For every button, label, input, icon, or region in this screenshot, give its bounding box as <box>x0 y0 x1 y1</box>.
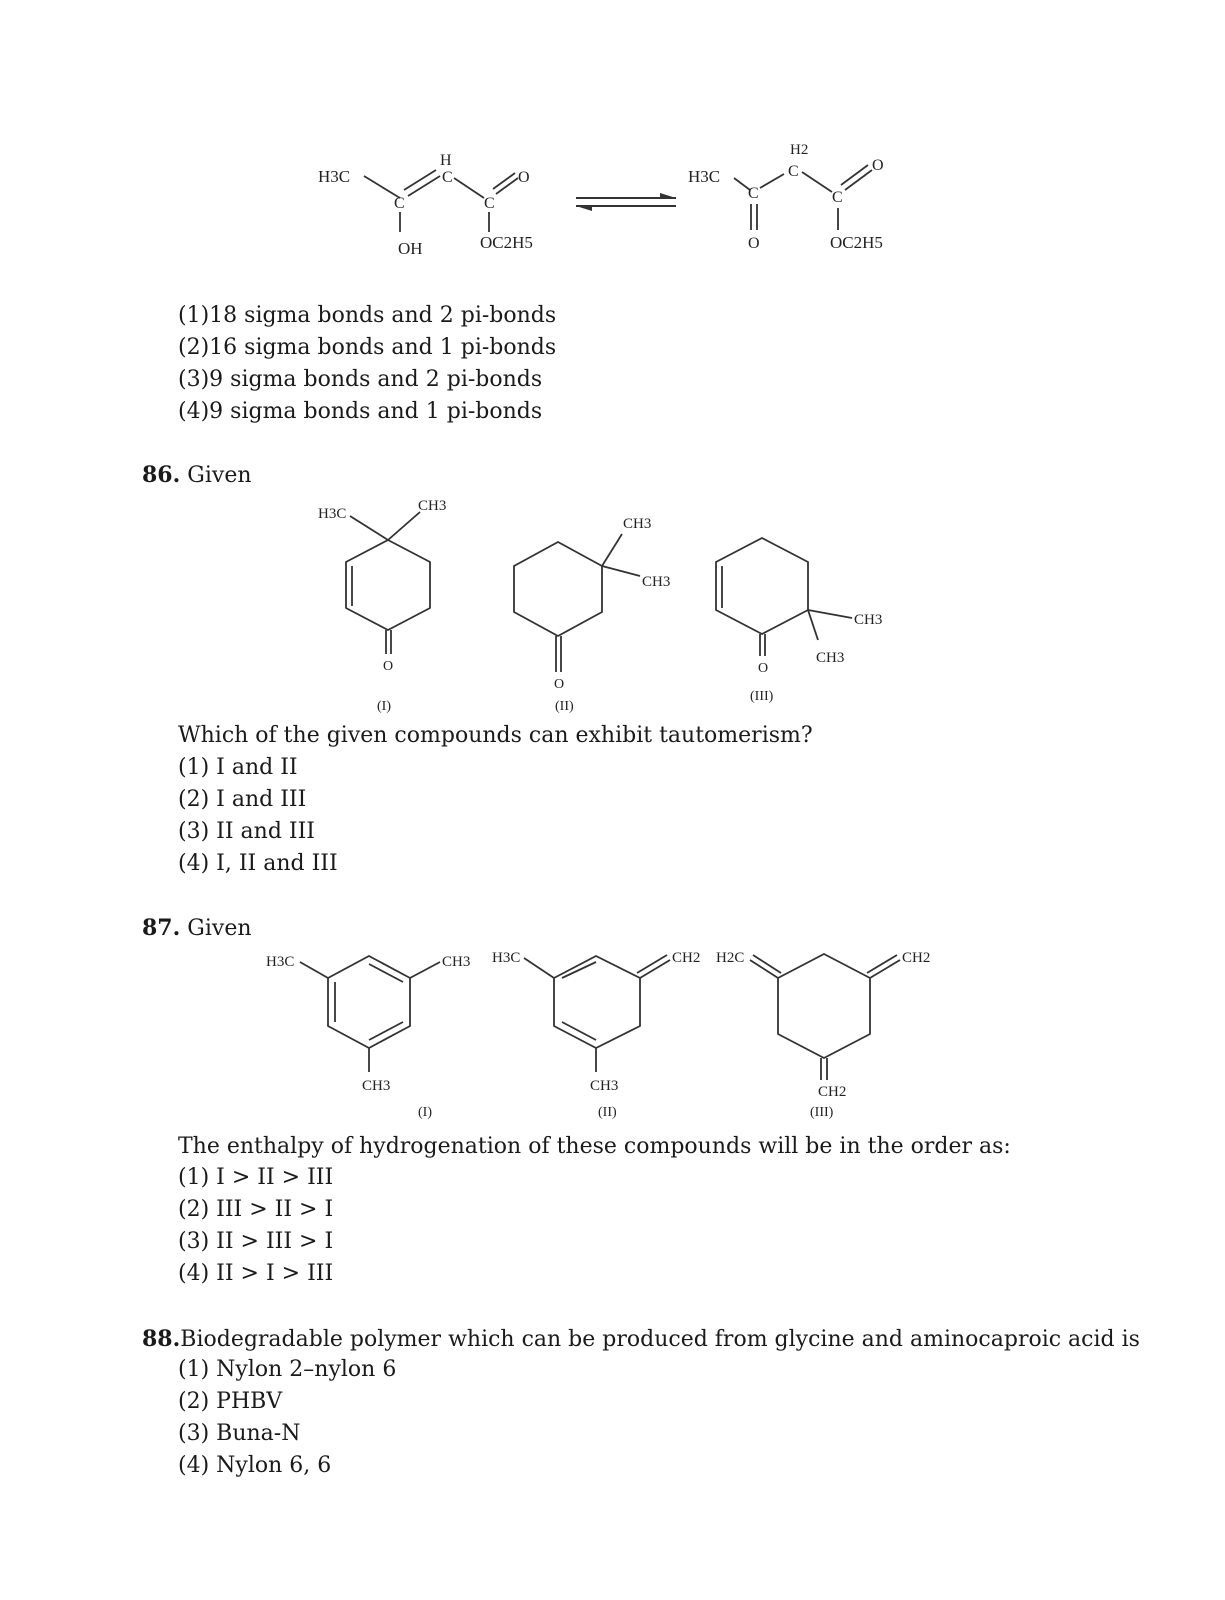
q86-label-i: (I) <box>377 699 391 714</box>
q85-option-3[interactable]: (3)9 sigma bonds and 2 pi-bonds <box>178 367 543 392</box>
q87-compound-3 <box>716 950 930 1120</box>
q87-option-2[interactable]: (2) III > II > I <box>178 1197 334 1222</box>
q87-compound-1 <box>266 954 470 1120</box>
svg-text:CH3: CH3 <box>642 574 671 590</box>
svg-text:C: C <box>394 195 405 212</box>
q87-heading <box>142 915 252 941</box>
svg-text:O: O <box>383 659 394 674</box>
q85-option-2[interactable]: (2)16 sigma bonds and 1 pi-bonds <box>178 335 557 360</box>
svg-text:O: O <box>872 157 884 174</box>
svg-text:CH2: CH2 <box>672 950 701 966</box>
q87-label-i: (I) <box>418 1105 432 1120</box>
svg-text:H: H <box>440 152 452 169</box>
svg-text:O: O <box>518 169 530 186</box>
svg-text:C: C <box>748 185 759 202</box>
q87-lead: Given <box>187 916 252 941</box>
svg-text:H3C: H3C <box>318 506 347 522</box>
svg-text:CH3: CH3 <box>590 1078 619 1094</box>
svg-text:C: C <box>484 195 495 212</box>
q86-lead: Given <box>187 463 252 488</box>
q86-option-2[interactable]: (2) I and III <box>178 787 307 812</box>
svg-text:H3C: H3C <box>492 950 521 966</box>
q86-heading <box>142 462 252 488</box>
q88-heading <box>142 1326 1140 1352</box>
q85-equilibrium-diagram <box>0 130 1225 280</box>
equilibrium-arrow-icon <box>576 193 676 211</box>
enol-oc2h5-label: OC2H5 <box>480 233 533 252</box>
q86-question: Which of the given compounds can exhibit tautomerism? <box>178 723 813 748</box>
q88-option-4[interactable]: (4) Nylon 6, 6 <box>178 1453 332 1478</box>
keto-oc2h5-label: OC2H5 <box>830 233 883 252</box>
svg-text:CH3: CH3 <box>854 612 883 628</box>
enol-structure <box>318 152 533 258</box>
q86-option-4[interactable]: (4) I, II and III <box>178 851 338 876</box>
svg-text:O: O <box>758 661 769 676</box>
svg-text:CH3: CH3 <box>816 650 845 666</box>
q87-label-ii: (II) <box>598 1105 617 1120</box>
q87-option-1[interactable]: (1) I > II > III <box>178 1165 334 1190</box>
q87-option-3[interactable]: (3) II > III > I <box>178 1229 334 1254</box>
q87-compound-2 <box>492 950 700 1120</box>
q86-label-ii: (II) <box>555 699 574 714</box>
enol-oh-label: OH <box>398 239 423 258</box>
q86-label-iii: (III) <box>750 689 774 704</box>
q88-number: 88. <box>142 1326 181 1352</box>
q88-options <box>178 1354 396 1482</box>
q86-structures-diagram <box>0 490 1225 720</box>
q87-label-iii: (III) <box>810 1105 834 1120</box>
q87-question: The enthalpy of hydrogenation of these compounds will be in the order as: <box>178 1134 1011 1159</box>
svg-text:H3C: H3C <box>266 954 295 970</box>
q87-number: 87. <box>142 915 181 941</box>
svg-text:C: C <box>442 169 453 186</box>
q87-option-4[interactable]: (4) II > I > III <box>178 1261 334 1286</box>
q85-options <box>178 300 556 428</box>
q88-option-1[interactable]: (1) Nylon 2–nylon 6 <box>178 1357 397 1382</box>
q86-option-3[interactable]: (3) II and III <box>178 819 315 844</box>
svg-text:CH2: CH2 <box>818 1084 847 1100</box>
svg-text:O: O <box>748 235 760 252</box>
q87-structures-diagram <box>0 940 1225 1130</box>
q85-option-1[interactable]: (1)18 sigma bonds and 2 pi-bonds <box>178 303 557 328</box>
q88-option-2[interactable]: (2) PHBV <box>178 1389 283 1414</box>
svg-text:C: C <box>832 189 843 206</box>
keto-structure <box>688 142 884 252</box>
q87-options <box>178 1162 333 1290</box>
q88-option-3[interactable]: (3) Buna-N <box>178 1421 301 1446</box>
keto-h2-label: H2 <box>790 142 809 158</box>
svg-text:CH3: CH3 <box>623 516 652 532</box>
q86-options <box>178 752 338 880</box>
svg-text:CH3: CH3 <box>418 498 447 514</box>
q86-compound-1 <box>318 498 446 714</box>
svg-text:O: O <box>554 677 565 692</box>
svg-text:C: C <box>788 163 799 180</box>
q86-number: 86. <box>142 462 181 488</box>
q88-question: Biodegradable polymer which can be produced from glycine and aminocaproic acid is <box>180 1327 1140 1352</box>
enol-h3c-label: H3C <box>318 167 351 186</box>
q86-option-1[interactable]: (1) I and II <box>178 755 298 780</box>
svg-text:CH3: CH3 <box>362 1078 391 1094</box>
svg-text:CH2: CH2 <box>902 950 931 966</box>
q86-compound-3 <box>716 538 882 704</box>
keto-h3c-label: H3C <box>688 167 721 186</box>
svg-text:CH3: CH3 <box>442 954 471 970</box>
q85-option-4[interactable]: (4)9 sigma bonds and 1 pi-bonds <box>178 399 543 424</box>
svg-text:H2C: H2C <box>716 950 745 966</box>
q86-compound-2 <box>514 516 670 714</box>
